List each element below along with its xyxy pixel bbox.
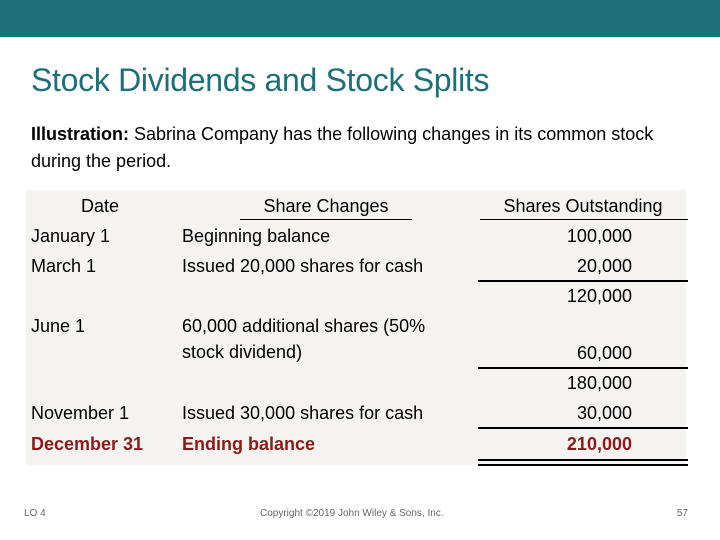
row-amount: 20,000 xyxy=(576,256,632,276)
row-change: Beginning balance xyxy=(182,226,331,246)
row-change: Issued 20,000 shares for cash xyxy=(182,256,424,276)
row-amount: 100,000 xyxy=(566,226,632,246)
subtotal-amount: 180,000 xyxy=(566,373,632,393)
row-date-ending: December 31 xyxy=(31,434,144,454)
double-underline-top xyxy=(478,459,688,461)
header-shares-outstanding: Shares Outstanding xyxy=(503,196,663,216)
intro-label: Illustration: xyxy=(31,124,129,144)
row-amount: 60,000 xyxy=(576,343,632,363)
row-date: November 1 xyxy=(31,403,130,423)
header-underline-outstanding xyxy=(480,219,688,220)
header-underline-changes xyxy=(240,219,412,220)
intro-text: Sabrina Company has the following changes in its common stock during the period. xyxy=(31,124,654,171)
row-date: June 1 xyxy=(31,316,86,336)
double-underline-bottom xyxy=(478,464,688,466)
slide-title: Stock Dividends and Stock Splits xyxy=(31,62,490,98)
row-amount: 30,000 xyxy=(576,403,632,423)
top-accent-bar xyxy=(0,0,720,37)
row-amount-ending: 210,000 xyxy=(566,434,632,454)
row-date: January 1 xyxy=(31,226,111,246)
row-date: March 1 xyxy=(31,256,97,276)
subtotal-amount: 120,000 xyxy=(566,286,632,306)
intro-paragraph xyxy=(31,121,671,175)
header-share-changes: Share Changes xyxy=(263,196,389,216)
header-date: Date xyxy=(80,196,120,216)
total-rule xyxy=(478,427,688,429)
row-change-line2: stock dividend) xyxy=(182,342,303,362)
row-change-ending: Ending balance xyxy=(182,434,316,454)
row-change: Issued 30,000 shares for cash xyxy=(182,403,424,423)
row-change-line1: 60,000 additional shares (50% xyxy=(182,316,426,336)
footer-copyright: Copyright ©2019 John Wiley & Sons, Inc. xyxy=(260,508,444,519)
subtotal-rule xyxy=(478,367,688,369)
footer-page-number: 57 xyxy=(676,508,688,519)
subtotal-rule xyxy=(478,280,688,282)
footer-learning-objective: LO 4 xyxy=(24,508,46,519)
